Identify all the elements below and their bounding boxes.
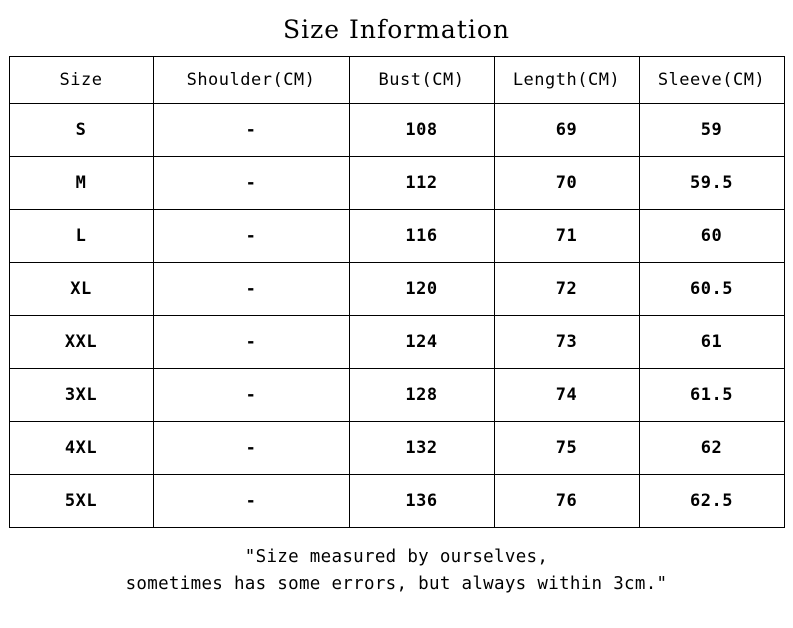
cell-bust: 112	[349, 156, 494, 209]
cell-bust: 108	[349, 103, 494, 156]
column-header-length: Length(CM)	[494, 56, 639, 103]
cell-sleeve: 60.5	[639, 262, 784, 315]
table-row	[9, 103, 784, 156]
table-header-row	[9, 56, 784, 103]
cell-size: 5XL	[9, 474, 153, 527]
table-body	[9, 103, 784, 527]
page-title: Size Information	[282, 15, 511, 44]
cell-sleeve: 62.5	[639, 474, 784, 527]
cell-size: L	[9, 209, 153, 262]
cell-bust: 116	[349, 209, 494, 262]
table-header	[9, 56, 784, 103]
cell-bust: 128	[349, 368, 494, 421]
cell-length: 76	[494, 474, 639, 527]
cell-shoulder: -	[153, 103, 349, 156]
table-row	[9, 368, 784, 421]
table-row	[9, 421, 784, 474]
table-row	[9, 474, 784, 527]
table-row	[9, 262, 784, 315]
cell-shoulder: -	[153, 474, 349, 527]
cell-bust: 132	[349, 421, 494, 474]
cell-sleeve: 62	[639, 421, 784, 474]
cell-length: 70	[494, 156, 639, 209]
cell-size: XXL	[9, 315, 153, 368]
cell-length: 75	[494, 421, 639, 474]
disclaimer-line-2: sometimes has some errors, but always within 3cm."	[125, 573, 668, 594]
cell-shoulder: -	[153, 156, 349, 209]
table-row	[9, 156, 784, 209]
size-information-table	[9, 56, 785, 528]
column-header-sleeve: Sleeve(CM)	[639, 56, 784, 103]
cell-size: S	[9, 103, 153, 156]
cell-size: XL	[9, 262, 153, 315]
cell-shoulder: -	[153, 421, 349, 474]
cell-size: M	[9, 156, 153, 209]
cell-size: 4XL	[9, 421, 153, 474]
cell-length: 74	[494, 368, 639, 421]
cell-sleeve: 61	[639, 315, 784, 368]
disclaimer-line-1: "Size measured by ourselves,	[244, 546, 549, 567]
cell-shoulder: -	[153, 368, 349, 421]
cell-length: 71	[494, 209, 639, 262]
cell-shoulder: -	[153, 315, 349, 368]
cell-sleeve: 59	[639, 103, 784, 156]
cell-bust: 136	[349, 474, 494, 527]
cell-bust: 124	[349, 315, 494, 368]
cell-sleeve: 60	[639, 209, 784, 262]
cell-length: 69	[494, 103, 639, 156]
cell-sleeve: 59.5	[639, 156, 784, 209]
measurement-disclaimer	[0, 528, 793, 598]
cell-shoulder: -	[153, 262, 349, 315]
column-header-size: Size	[9, 56, 153, 103]
table-row	[9, 315, 784, 368]
cell-length: 72	[494, 262, 639, 315]
cell-size: 3XL	[9, 368, 153, 421]
table-row	[9, 209, 784, 262]
cell-shoulder: -	[153, 209, 349, 262]
cell-length: 73	[494, 315, 639, 368]
column-header-shoulder: Shoulder(CM)	[153, 56, 349, 103]
cell-sleeve: 61.5	[639, 368, 784, 421]
cell-bust: 120	[349, 262, 494, 315]
column-header-bust: Bust(CM)	[349, 56, 494, 103]
